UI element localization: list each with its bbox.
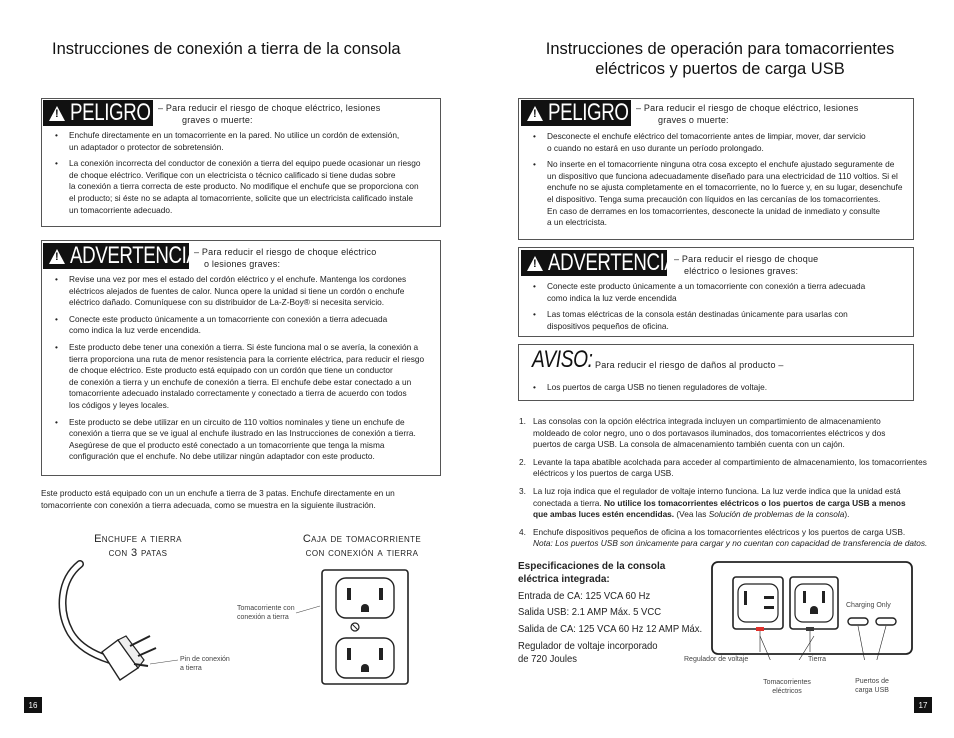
warning-triangle-icon	[527, 256, 543, 271]
warning-triangle-icon	[49, 249, 65, 264]
list-item: • Enchufe directamente en un tomacorriente en la pared. No utilice un cordón de extensión, un adaptador o protector de sobretensión.	[41, 130, 439, 153]
outlet-illustration	[290, 568, 410, 688]
step-item: 4. Enchufe dispositivos pequeños de oficina a los tomacorrientes eléctricos y los puertos de carga USB. Nota: Los puertos USB son únicamente para cargar y no cuentan con capacidad de transferencia de datos.	[519, 526, 928, 549]
grounded-outlet-label: Tomacorriente con conexión a tierra	[237, 605, 295, 621]
list-item: • Conecte este producto únicamente a un tomacorriente con conexión a tierra adecuada como indica la luz verde encendida.	[41, 314, 439, 337]
right-advertencia-hint: – Para reducir el riesgo de choque eléctrico o lesiones graves:	[674, 254, 819, 276]
list-item: • Los puertos de carga USB no tienen reguladores de voltaje.	[519, 382, 913, 394]
aviso-hint: Para reducir el riesgo de daños al producto –	[595, 360, 784, 370]
step-item: 3. La luz roja indica que el regulador de voltaje interno funciona. La luz verde indica que la unidad está conectada a tierra. No utilice los tomacorrientes eléctricos o los puertos de carga USB a menos que ambas luces estén encendidas. (Vea las Solución de problemas de la consola).	[519, 485, 906, 520]
page-number-left: 16	[24, 697, 42, 713]
usb-ports-label: Puertos de carga USB	[855, 678, 889, 694]
list-item: • No inserte en el tomacorriente ninguna otra cosa excepto el enchufe ajustado seguramente de un dispositivo que funciona adecuadamente diseñado para una electricidad de 110 voltios. Si el enchufe no se ajusta completamente en el tomacorriente, no lo fuerce y, en su lugar, desenchufe el dispositivo. Tenga suma precaución con líquidos en las cercanías de los tomacorrientes. En caso de derrames en los tomacorrientes, desconecte la unidad de inmediato y consulte a un electricista.	[519, 159, 913, 229]
warning-triangle-icon	[527, 106, 543, 121]
left-advertencia-badge: ! ADVERTENCIA	[43, 243, 189, 269]
steps-list	[519, 416, 934, 556]
aviso-label: AVISO:	[532, 346, 593, 373]
step-item: 1. Las consolas con la opción eléctrica integrada incluyen un compartimiento de almacenamiento moldeado de color negro, uno o dos portavasos iluminados, dos tomacorrientes eléctricos y dos puertos de carga USB. La consola de almacenamiento también cuenta con un cajón.	[519, 416, 886, 450]
left-peligro-list	[41, 130, 439, 221]
warning-triangle-icon	[49, 106, 65, 121]
list-item: • Revise una vez por mes el estado del cordón eléctrico y el enchufe. Mantenga los cordones eléctricos alejados de fuentes de calor. Nunca opere la unidad si tiene un cordón o enchufe eléctrico dañado. Comuníquese con su distribuidor de La-Z-Boy® si necesita servicio.	[41, 274, 439, 309]
list-item: • Este producto debe tener una conexión a tierra. Si éste funciona mal o se avería, la conexión a tierra proporciona una ruta de menor resistencia para la corriente eléctrica, para reducir el riesgo de choque eléctrico. Este producto está equipado con un cordón que tiene un conductor de conexión a tierra y un enchufe de conexión a tierra. El enchufe debe estar conectado a un tomacorriente adecuado instalado correctamente y conectado a tierra de acuerdo con todos los códigos y leyes locales.	[41, 342, 439, 412]
right-aviso-list	[519, 382, 913, 399]
left-peligro-hint: – Para reducir el riesgo de choque eléctrico, lesiones graves o muerte:	[158, 103, 381, 125]
charging-only-label: Charging Only	[846, 602, 891, 609]
voltage-regulator-label: Regulador de voltaje	[684, 656, 749, 663]
right-page-title: Instrucciones de operación para tomacorrientes eléctricos y puertos de carga USB	[545, 40, 895, 78]
left-peligro-badge: ! PELIGRO	[43, 100, 153, 126]
list-item: • Las tomas eléctricas de la consola están destinadas únicamente para usarlas con dispositivos pequeños de oficina.	[519, 309, 913, 332]
plug-title: Enchufe a tierra con 3 patas	[94, 533, 182, 559]
list-item: • Este producto se debe utilizar en un circuito de 110 voltios nominales y tiene un enchufe de conexión a tierra que se ve igual al enchufe ilustrado en las Instrucciones de conexión a tierra. Asegúrese de que el producto esté conectado a un tomacorriente que tenga la misma configuración que el enchufe. No debe utilizar ningún adaptador con este producto.	[41, 417, 439, 463]
left-advertencia-list	[41, 274, 439, 468]
left-intro-paragraph: Este producto está equipado con un un enchufe a tierra de 3 patas. Enchufe directamente en un tomacorriente con conexión a tierra adecuada, como se muestra en la siguiente ilustración.	[41, 488, 395, 510]
right-peligro-list	[519, 131, 913, 234]
list-item: • Conecte este producto únicamente a un tomacorriente con conexión a tierra adecuada como indica la luz verde encendida	[519, 281, 913, 304]
plug-illustration	[40, 560, 190, 690]
step-item: 2. Levante la tapa abatible acolchada para acceder al compartimiento de almacenamiento, los tomacorrientes eléctricos y los puertos de carga USB.	[519, 456, 927, 479]
ground-pin-label: Pin de conexión a tierra	[180, 656, 230, 672]
console-panel	[710, 560, 915, 660]
left-page-title: Instrucciones de conexión a tierra de la consola	[52, 40, 401, 58]
outlet-title: Caja de tomacorriente con conexión a tierra	[302, 533, 422, 559]
electrical-outlets-label: Tomacorrientes eléctricos	[763, 679, 811, 695]
right-peligro-badge: ! PELIGRO	[521, 100, 631, 126]
ground-label: Tierra	[808, 656, 827, 663]
page-number-right: 17	[914, 697, 932, 713]
right-advertencia-badge: ! ADVERTENCIA	[521, 250, 667, 276]
list-item: • Desconecte el enchufe eléctrico del tomacorriente antes de limpiar, mover, dar servicio o cuando no estará en uso durante un período prolongado.	[519, 131, 913, 154]
list-item: • La conexión incorrecta del conductor de conexión a tierra del equipo puede ocasionar un riesgo de choque eléctrico. Verifique con un electricista o técnico calificado si tiene dudas sobre la conexión a tierra correcta de este producto. No modifique el enchufe que se proporciona con el producto; si éste no se adapta al tomacorriente, solicite que un electricista calificado instale un tomacorriente adecuado.	[41, 158, 439, 216]
right-peligro-hint: – Para reducir el riesgo de choque eléctrico, lesiones graves o muerte:	[636, 103, 859, 125]
specifications: Especificaciones de la consola eléctrica integrada: Entrada de CA: 125 VCA 60 Hz Salida USB: 2.1 AMP Máx. 5 VCC Salida de CA: 125 VCA 60 Hz 12 AMP Máx. Regulador de voltaje incorporado de 720 Joules	[518, 561, 703, 665]
left-advertencia-hint: – Para reducir el riesgo de choque eléctrico o lesiones graves:	[194, 247, 377, 269]
right-advertencia-list	[519, 281, 913, 337]
